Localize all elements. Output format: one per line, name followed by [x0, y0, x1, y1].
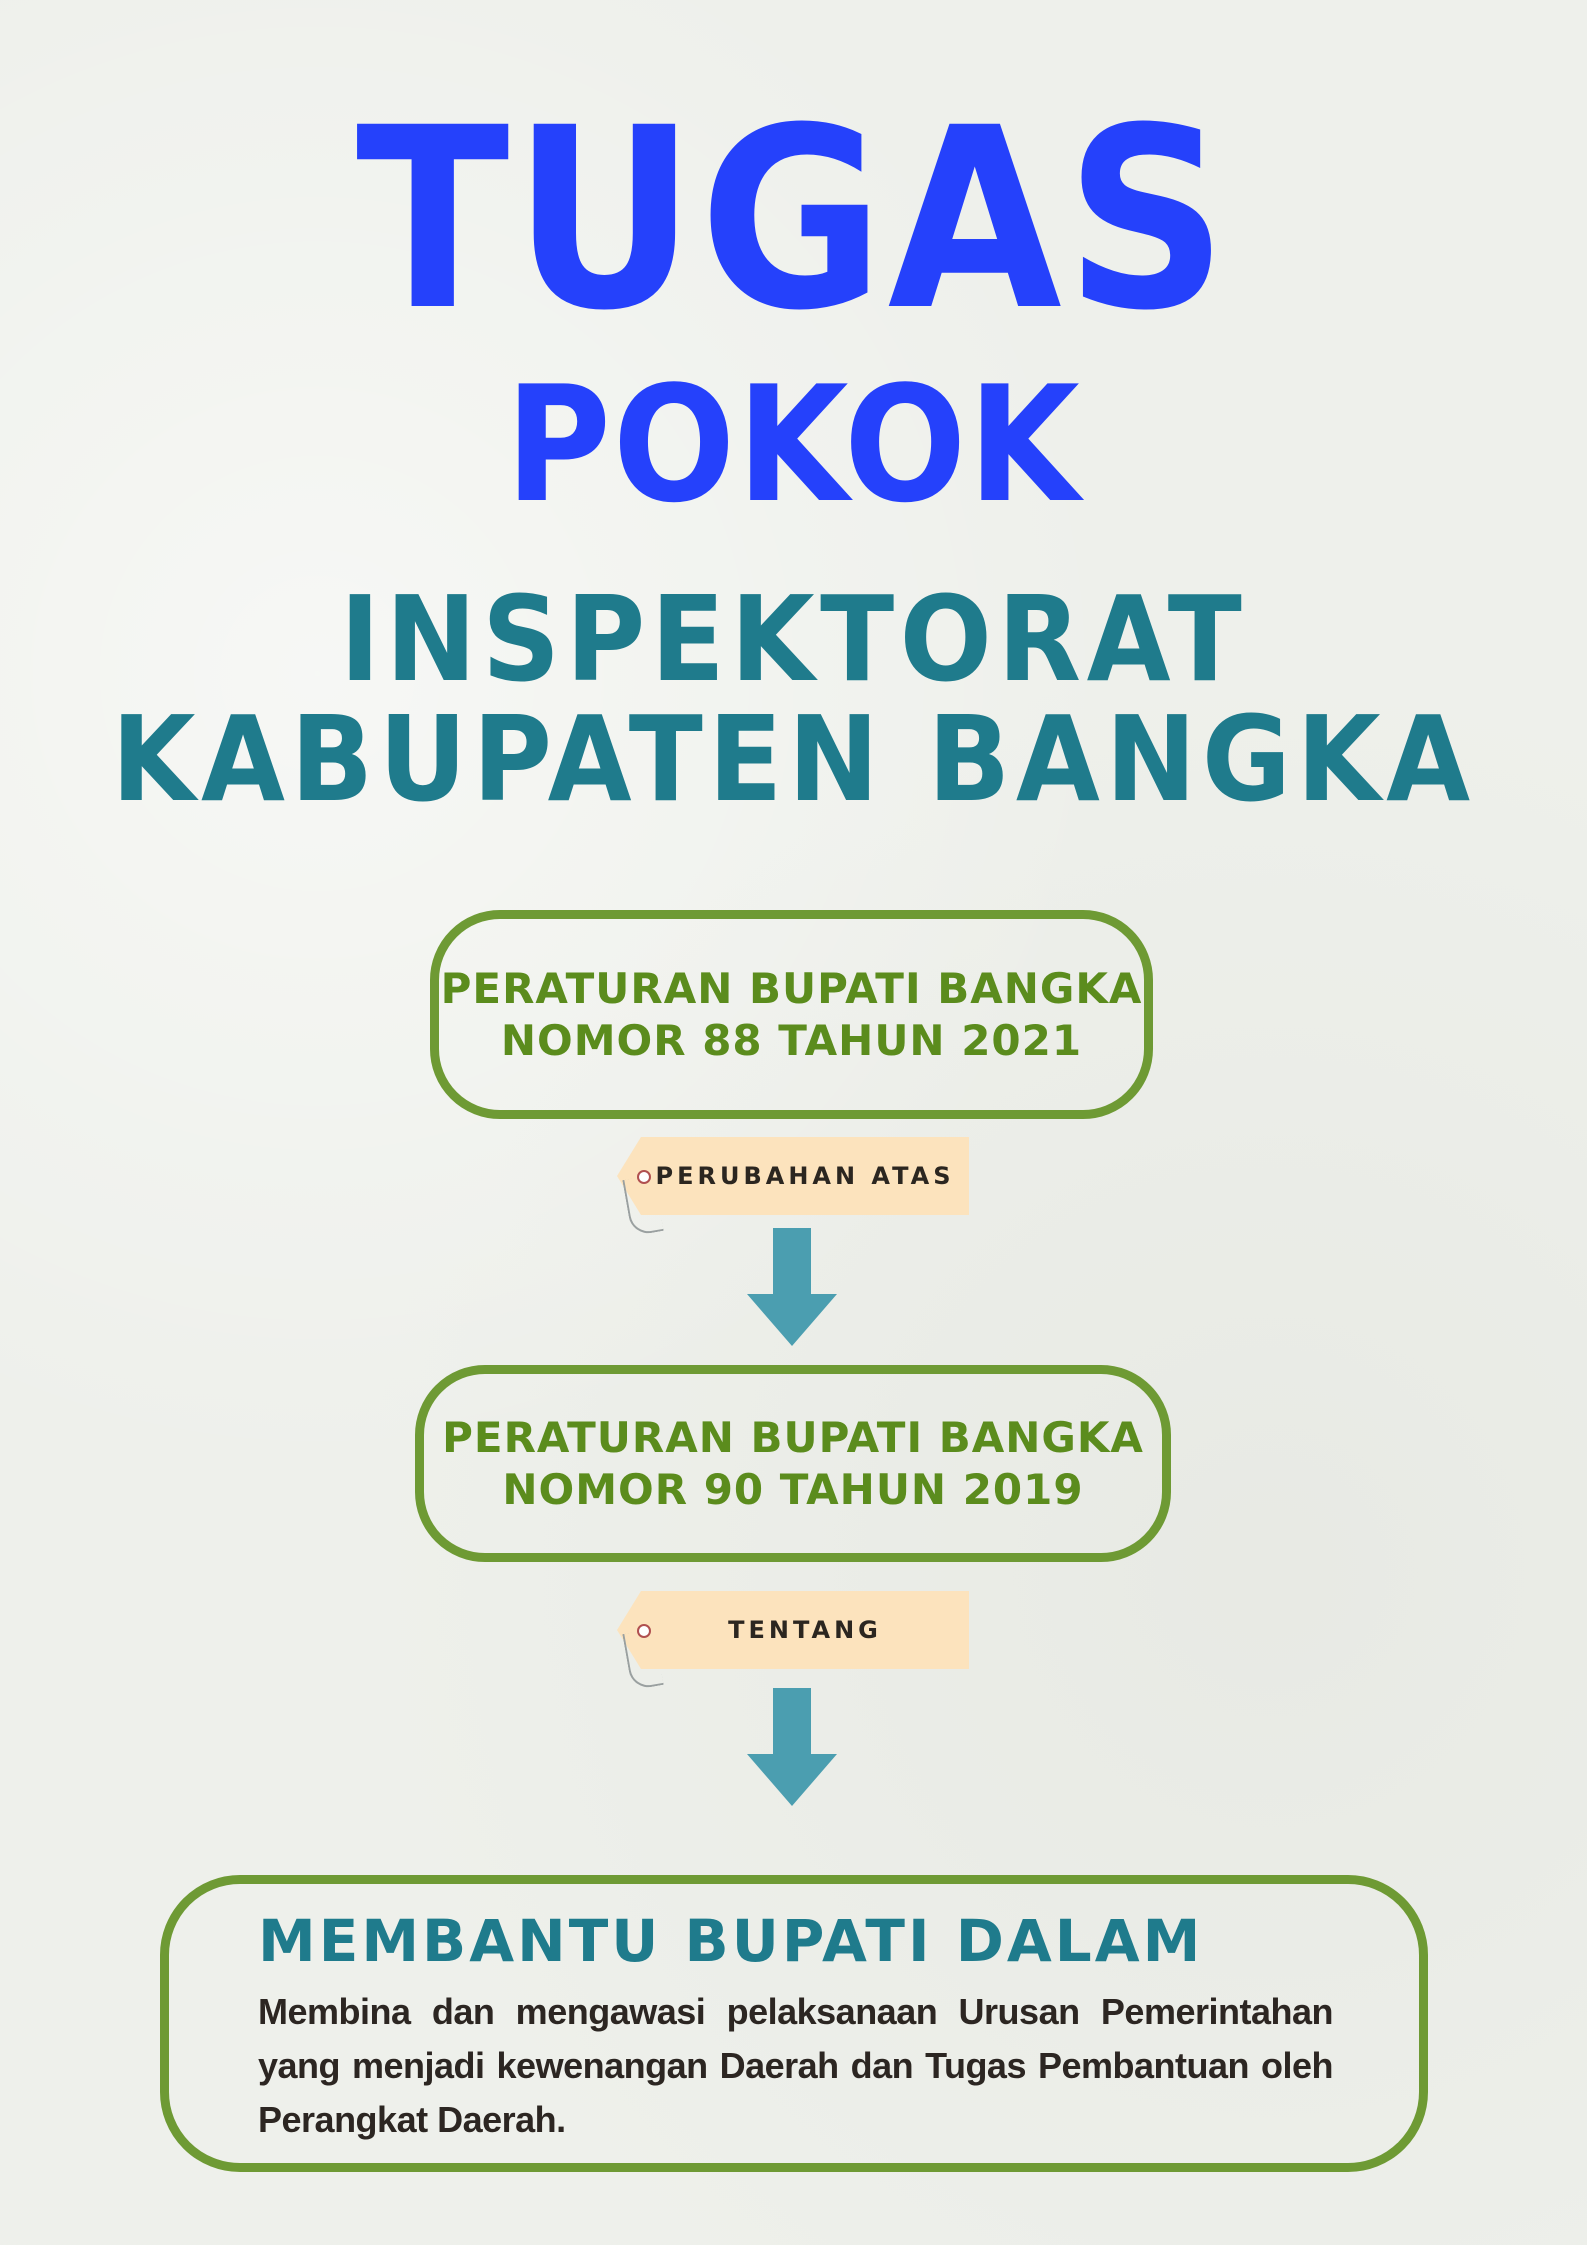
- title-tugas: TUGAS: [355, 74, 1232, 365]
- arrow-down-icon: [747, 1688, 837, 1806]
- regulation-1-line-1: PERATURAN BUPATI BANGKA: [440, 963, 1143, 1013]
- regulation-box-1: [430, 910, 1153, 1119]
- arrow-down-icon: [747, 1228, 837, 1346]
- tag-string: [622, 1629, 663, 1691]
- regulation-text-2: [442, 1412, 1144, 1516]
- title-kabupaten-bangka: KABUPATEN BANGKA: [111, 690, 1476, 828]
- price-tag-icon: [641, 1137, 969, 1215]
- tag-label-perubahan-atas: PERUBAHAN ATAS: [655, 1162, 955, 1190]
- regulation-text-1: [441, 963, 1143, 1067]
- title-pokok: POKOK: [505, 351, 1082, 538]
- title-inspektorat: INSPEKTORAT: [339, 570, 1248, 708]
- regulation-2-line-2: NOMOR 90 TAHUN 2019: [502, 1464, 1084, 1514]
- regulation-box-2: [415, 1365, 1171, 1562]
- tag-label-tentang: TENTANG: [728, 1616, 882, 1644]
- regulation-2-line-1: PERATURAN BUPATI BANGKA: [442, 1412, 1144, 1462]
- regulation-1-line-2: NOMOR 88 TAHUN 2021: [500, 1015, 1083, 1065]
- main-duty-body: Membina dan mengawasi pelaksanaan Urusan Pemerintahan yang menjadi kewenangan Daerah dan Tugas Pembantuan oleh Perangkat Daerah.: [258, 1991, 1333, 2140]
- price-tag-icon: [641, 1591, 969, 1669]
- main-duty-heading: MEMBANTU BUPATI DALAM: [258, 1907, 1204, 1975]
